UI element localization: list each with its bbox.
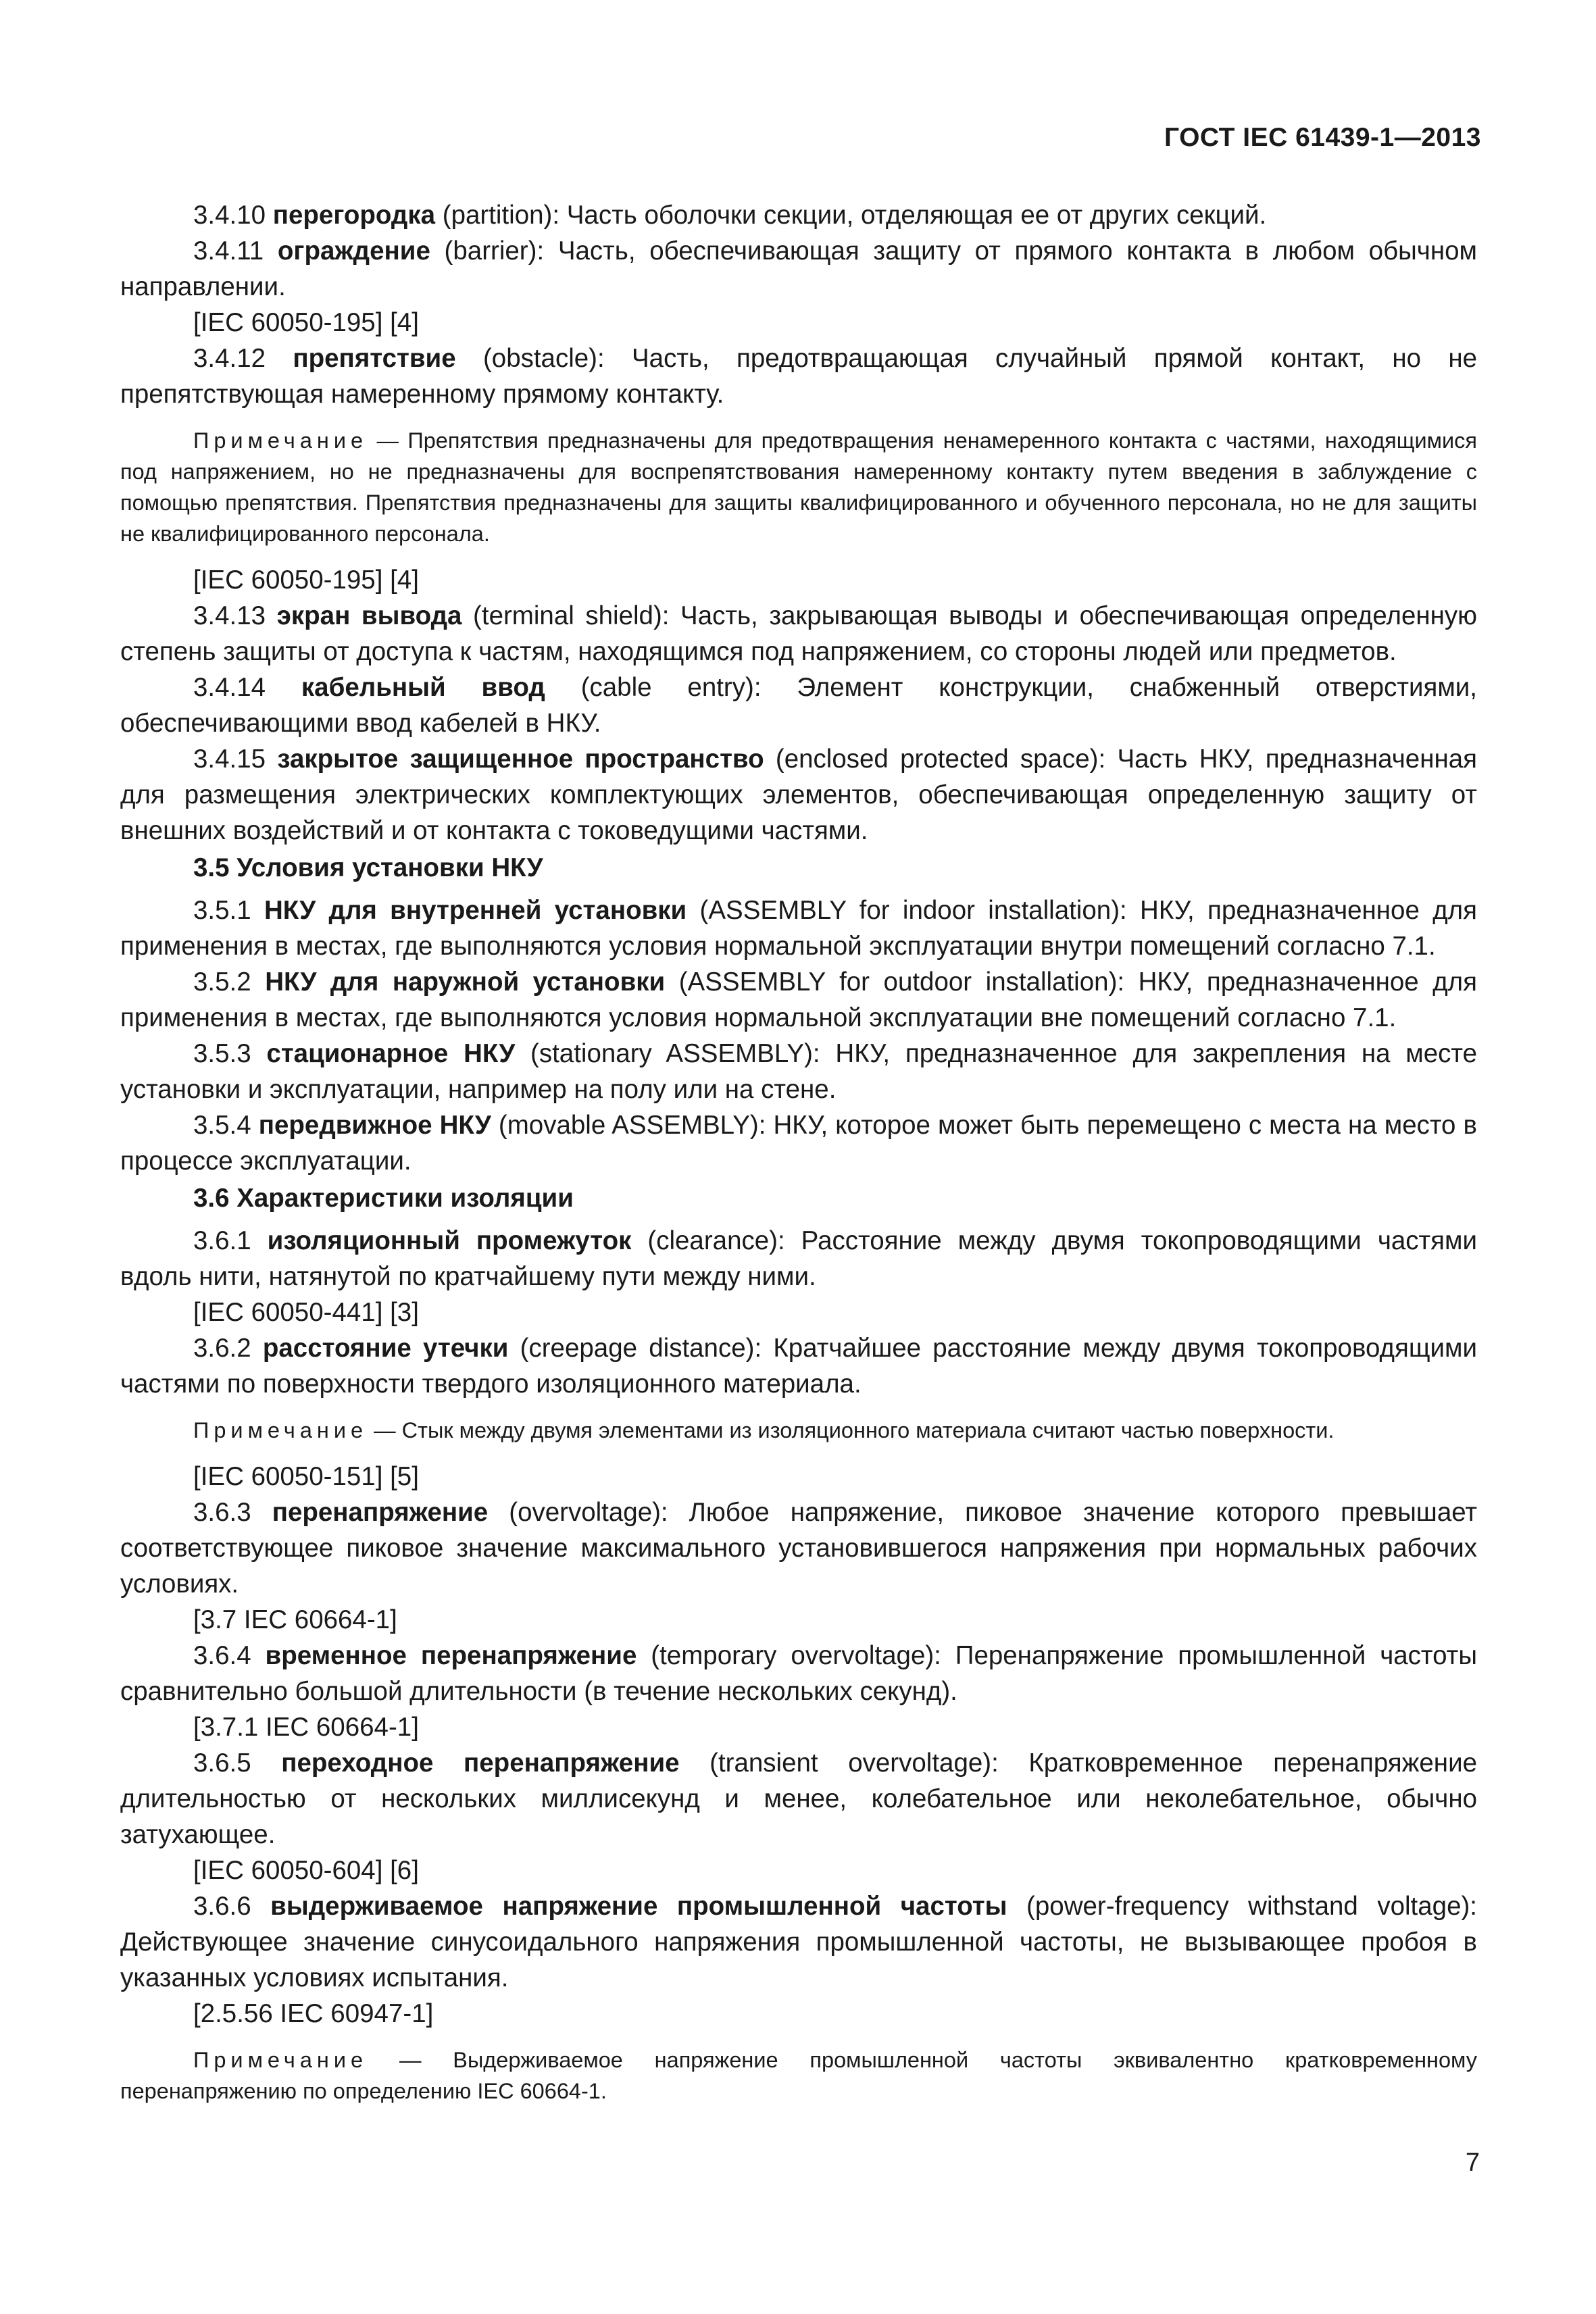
- term: экран вывода: [276, 601, 462, 630]
- definition-text: (ASSEMBLY for indoor installation): НКУ, предназначенное для применения в местах, где выполняются условия нормальной эксплуатации внутри помещений согласно 7.1.: [120, 896, 1477, 961]
- section-heading: 3.5 Условия установки НКУ: [193, 853, 543, 882]
- definition-text: (terminal shield): Часть, закрывающая выводы и обеспечивающая определенную степень защиты от доступа к частям, находящимся под напряжением, со стороны людей или предметов.: [120, 601, 1478, 666]
- definition-text: (barrier): Часть, обеспечивающая защиту от прямого контакта в любом обычном направлении.: [120, 236, 1477, 301]
- clause-number: 3.6.3: [193, 1498, 251, 1527]
- note-text: — Выдерживаемое напряжение промышленной частоты эквивалентно кратковременному перенапряжению по определению IEC 60664-1.: [120, 2048, 1477, 2103]
- reference: [IEC 60050-151] [5]: [193, 1462, 419, 1491]
- definition-text: (partition): Часть оболочки секции, отделяющая ее от других секций.: [435, 201, 1267, 230]
- note-paragraph: [120, 1415, 1477, 1446]
- term: закрытое защищенное пространство: [277, 745, 764, 774]
- definition-paragraph: [120, 197, 1477, 233]
- clause-number: 3.6.5: [193, 1749, 251, 1778]
- term: изоляционный промежуток: [267, 1226, 632, 1255]
- term: НКУ для наружной установки: [265, 967, 666, 997]
- definition-paragraph: [120, 341, 1477, 412]
- reference: [IEC 60050-195] [4]: [193, 308, 419, 337]
- definition-text: (creepage distance): Кратчайшее расстояние между двумя токопроводящими частями по поверхности твердого изоляционного материала.: [120, 1334, 1477, 1399]
- clause-number: 3.4.12: [193, 344, 266, 373]
- term: выдерживаемое напряжение промышленной частоты: [270, 1892, 1007, 1921]
- definition-text: (stationary ASSEMBLY): НКУ, предназначенное для закрепления на месте установки и эксплуатации, например на полу или на стене.: [120, 1039, 1477, 1104]
- definition-text: (transient overvoltage): Кратковременное перенапряжение длительностью от нескольких миллисекунд и менее, колебательное или неколебательное, обычно затухающее.: [120, 1749, 1477, 1849]
- definition-paragraph: [120, 1888, 1477, 1996]
- term: переходное перенапряжение: [281, 1749, 680, 1778]
- note-label: Примечание: [193, 428, 368, 453]
- definition-paragraph: [120, 1494, 1477, 1602]
- note-text: — Стык между двумя элементами из изоляционного материала считают частью поверхности.: [374, 1418, 1335, 1442]
- definition-text: (movable ASSEMBLY): НКУ, которое может быть перемещено с места на место в процессе эксплуатации.: [120, 1111, 1477, 1176]
- definition-text: (power-frequency withstand voltage): Действующее значение синусоидального напряжения промышленной частоты, не вызывающее пробоя в указанных условиях испытания.: [120, 1892, 1477, 1992]
- clause-number: 3.5.4: [193, 1111, 251, 1140]
- definition-paragraph: [120, 741, 1477, 849]
- term: стационарное НКУ: [266, 1039, 516, 1068]
- term: расстояние утечки: [262, 1334, 509, 1363]
- definition-paragraph: [120, 1330, 1477, 1402]
- reference: [3.7 IEC 60664-1]: [193, 1605, 397, 1634]
- term: передвижное НКУ: [258, 1111, 491, 1140]
- note-paragraph: [120, 425, 1477, 549]
- definition-text: (clearance): Расстояние между двумя токопроводящими частями вдоль нити, натянутой по кратчайшему пути между ними.: [120, 1226, 1477, 1291]
- reference: [IEC 60050-604] [6]: [193, 1856, 419, 1885]
- clause-number: 3.4.15: [193, 745, 266, 774]
- term: временное перенапряжение: [265, 1641, 637, 1670]
- definition-paragraph: [120, 1745, 1477, 1853]
- definition-paragraph: [120, 1638, 1477, 1709]
- note-label: Примечание: [193, 1418, 368, 1442]
- definition-paragraph: [120, 1036, 1477, 1107]
- section-heading: 3.6 Характеристики изоляции: [193, 1184, 574, 1213]
- clause-number: 3.5.3: [193, 1039, 251, 1068]
- document-header: ГОСТ IEC 61439-1—2013: [1164, 123, 1481, 152]
- term: кабельный ввод: [301, 673, 545, 702]
- clause-number: 3.6.2: [193, 1334, 251, 1363]
- definition-text: (enclosed protected space): Часть НКУ, предназначенная для размещения электрических комплектующих элементов, обеспечивающая определенную защиту от внешних воздействий и от контакта с токоведущими частями.: [120, 745, 1478, 845]
- page-number: 7: [1465, 2148, 1480, 2177]
- clause-number: 3.6.6: [193, 1892, 251, 1921]
- clause-number: 3.6.4: [193, 1641, 251, 1670]
- term: НКУ для внутренней установки: [264, 896, 687, 925]
- definition-paragraph: [120, 892, 1477, 964]
- definition-paragraph: [120, 670, 1477, 741]
- clause-number: 3.4.14: [193, 673, 266, 702]
- term: перегородка: [272, 201, 436, 230]
- note-text: — Препятствия предназначены для предотвращения ненамеренного контакта с частями, находящимися под напряжением, но не предназначены для воспрепятствования намеренному контакту путем введения в заблуждение с помощью препятствия. Препятствия предназначены для защиты квалифицированного и обученного персонала, но не для защиты не квалифицированного персонала.: [120, 428, 1478, 546]
- reference: [3.7.1 IEC 60664-1]: [193, 1713, 419, 1742]
- definition-text: (cable entry): Элемент конструкции, снабженный отверстиями, обеспечивающими ввод кабелей в НКУ.: [120, 673, 1477, 738]
- document-body: [120, 197, 1477, 2119]
- reference: [IEC 60050-441] [3]: [193, 1298, 419, 1327]
- definition-text: (obstacle): Часть, предотвращающая случайный прямой контакт, но не препятствующая намеренному прямому контакту.: [120, 344, 1477, 409]
- definition-text: (overvoltage): Любое напряжение, пиковое значение которого превышает соответствующее пиковое значение максимального установившегося напряжения при нормальных рабочих условиях.: [120, 1498, 1477, 1599]
- term: препятствие: [293, 344, 456, 373]
- definition-paragraph: [120, 1223, 1477, 1294]
- term: перенапряжение: [272, 1498, 489, 1527]
- note-paragraph: [120, 2044, 1477, 2107]
- clause-number: 3.5.1: [193, 896, 251, 925]
- clause-number: 3.6.1: [193, 1226, 251, 1255]
- term: ограждение: [277, 236, 430, 266]
- reference: [2.5.56 IEC 60947-1]: [193, 1999, 434, 2028]
- clause-number: 3.4.10: [193, 201, 266, 230]
- definition-paragraph: [120, 598, 1477, 670]
- definition-paragraph: [120, 233, 1477, 305]
- definition-text: (temporary overvoltage): Перенапряжение промышленной частоты сравнительно большой длительности (в течение нескольких секунд).: [120, 1641, 1477, 1706]
- clause-number: 3.4.13: [193, 601, 266, 630]
- note-label: Примечание: [193, 2048, 368, 2072]
- definition-paragraph: [120, 964, 1477, 1036]
- reference: [IEC 60050-195] [4]: [193, 565, 419, 595]
- clause-number: 3.4.11: [193, 236, 264, 266]
- definition-paragraph: [120, 1107, 1477, 1179]
- clause-number: 3.5.2: [193, 967, 251, 997]
- definition-text: (ASSEMBLY for outdoor installation): НКУ, предназначенное для применения в местах, где выполняются условия нормальной эксплуатации вне помещений согласно 7.1.: [120, 967, 1477, 1032]
